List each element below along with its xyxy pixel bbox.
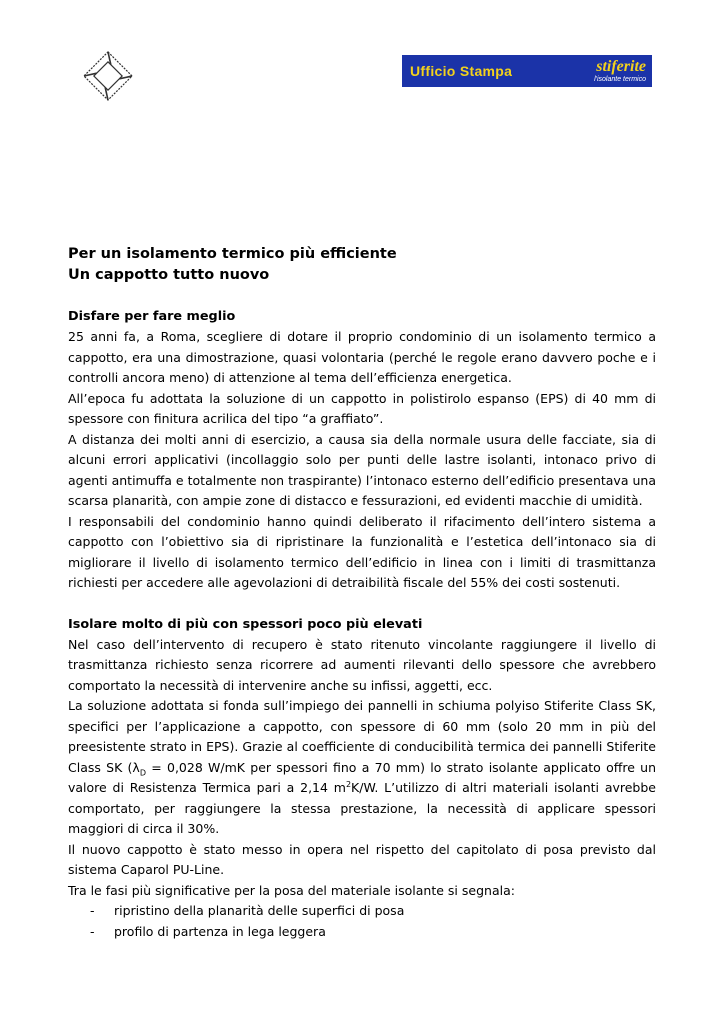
lambda-subscript: D (139, 768, 146, 777)
section-heading: Disfare per fare meglio (68, 309, 236, 324)
logo-mark-icon (82, 38, 134, 104)
section-disfare (68, 306, 656, 594)
list-item: - profilo di partenza in lega leggera (68, 922, 656, 943)
banner-office-label: Ufficio Stampa (410, 63, 513, 79)
paragraph: I responsabili del condominio hanno quindi deliberato il rifacimento dell’intero sistema a cappotto con l’obiettivo sia di ripristinare la funzionalità e l’estetica dell’intonaco sia di migliorare il livello di isolamento termico dell’edificio in linea con i limiti di trasmittanza richiesti per accedere alle agevolazioni di detraibilità fiscale del 55% dei costi sostenuti. (68, 513, 656, 590)
brand-tagline: l'isolante termico (594, 76, 646, 83)
company-logo (82, 38, 134, 104)
paragraph: 25 anni fa, a Roma, scegliere di dotare il proprio condominio di un isolamento termico a cappotto, era una dimostrazione, quasi volontaria (perché le regole erano davvero poche e i controlli ancora meno) di attenzione al tema dell’efficienza energetica. (68, 329, 656, 385)
document-body (68, 244, 656, 962)
section-isolare (68, 614, 656, 943)
paragraph: All’epoca fu adottata la soluzione di un cappotto in polistirolo espanso (EPS) di 40 mm di spessore con finitura acrilica del tipo “a graffiato”. (68, 390, 656, 426)
brand-name: stiferite (596, 58, 646, 75)
title-line-1: Per un isolamento termico più efficiente (68, 246, 397, 262)
text-run: La soluzione adottata si fonda sull’impiego dei pannelli in schiuma polyiso Stiferite Class SK, specifici per l’applicazione a cappotto, con spessore di 60 mm (solo 20 mm in più del preesistente strato in EPS). Grazie al coefficiente di conducibilità termica dei pannelli Stiferite Class SK (λ (68, 698, 656, 775)
paragraph-thermal-values (68, 696, 656, 840)
section-heading: Isolare molto di più con spessori poco più elevati (68, 616, 423, 632)
paragraph: Tra le fasi più significative per la posa del materiale isolante si segnala: (68, 882, 515, 898)
document-title (68, 244, 656, 286)
press-office-banner (402, 55, 652, 87)
installation-steps-list (68, 901, 656, 942)
brand-logo (594, 59, 646, 83)
paragraph: Il nuovo cappotto è stato messo in opera nel rispetto del capitolato di posa previsto dal sistema Caparol PU-Line. (68, 841, 656, 877)
text-run: K/W. L’utilizzo di altri materiali isolanti avrebbe comportato, per raggiungere la stessa prestazione, la necessità di applicare spessori maggiori di circa il 30%. (68, 780, 656, 836)
paragraph: A distanza dei molti anni di esercizio, a causa sia della normale usura delle facciate, sia di alcuni errori applicativi (incollaggio solo per punti delle lastre isolanti, intonaco privo di agenti antimuffa e totalmente non traspirante) l’intonaco esterno dell’edificio presentava una scarsa planarità, con ampie zone di distacco e fessurazioni, ed evidenti macchie di umidità. (68, 431, 656, 508)
unit-superscript: 2 (345, 779, 352, 789)
paragraph: Nel caso dell’intervento di recupero è stato ritenuto vincolante raggiungere il livello di trasmittanza richiesto senza ricorrere ad aumenti rilevanti dello spessore che avrebbero comportato la necessità di intervenire anche su infissi, aggetti, ecc. (68, 636, 656, 693)
title-line-2: Un cappotto tutto nuovo (68, 267, 270, 283)
list-item: - ripristino della planarità delle superfici di posa (68, 901, 656, 922)
text-run: = 0,028 W/mK per spessori fino a 70 mm) lo strato isolante applicato offre un valore di Resistenza Termica pari a 2,14 m (68, 759, 656, 795)
